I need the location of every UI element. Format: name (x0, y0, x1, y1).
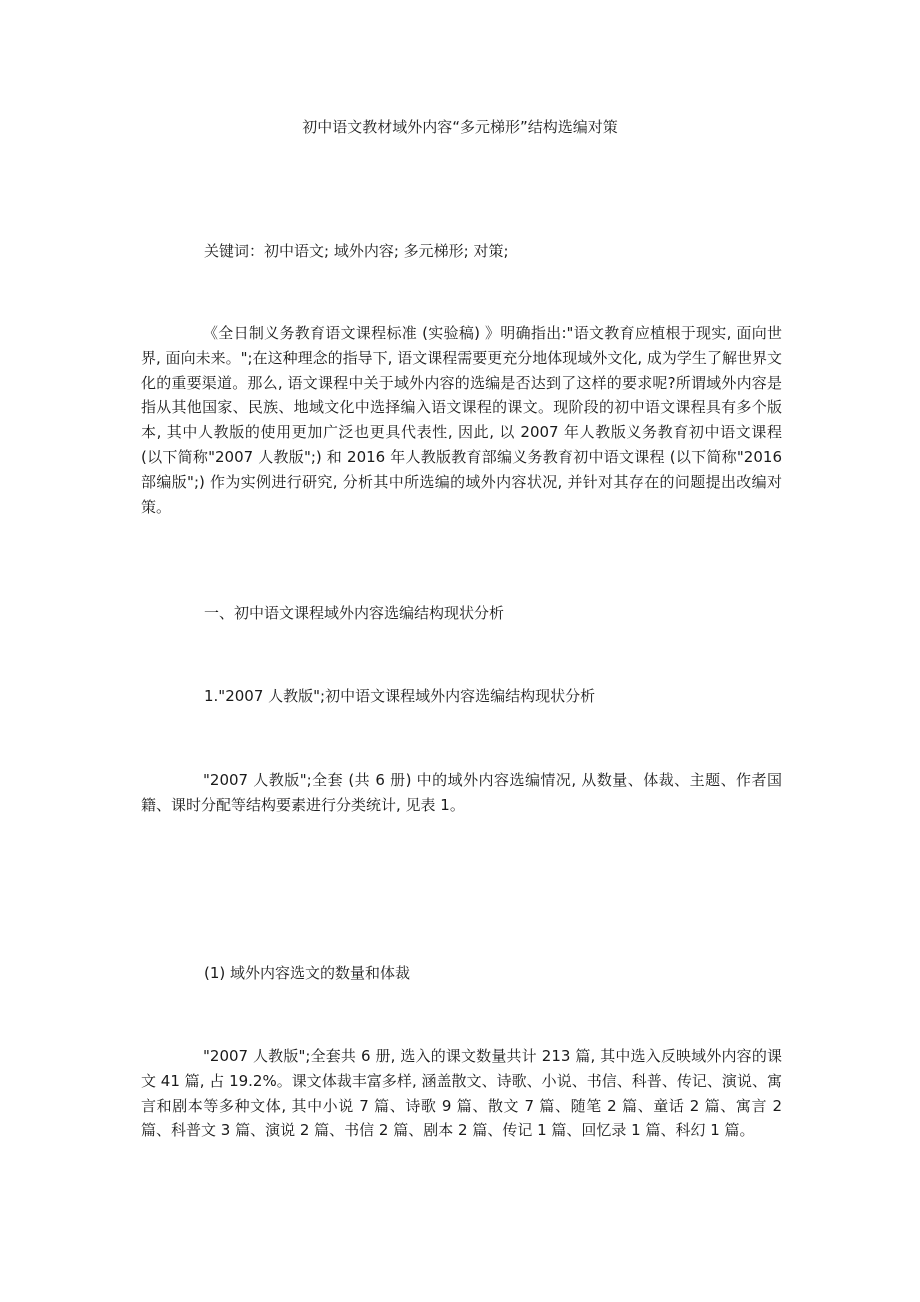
keywords-line: 关键词：初中语文; 域外内容; 多元梯形; 对策; (204, 242, 509, 260)
intro-paragraph: 《全日制义务教育语文课程标准 (实验稿) 》明确指出:"语文教育应植根于现实, 面向世界, 面向未来。";在这种理念的指导下, 语文课程需要更充分地体现域外文化, 成为学生了解世界文化的重要渠道。那么, 语文课程中关于域外内容的选编是否达到了这样的要求呢?所谓域外内容是指从其他国家、民族、地域文化中选择编入语文课程的课文。现阶段的初中语文课程具有多个版本, 其中人教版的使用更加广泛也更具代表性, 因此, 以 2007 年人教版义务教育初中语文课程 (以下简称"2007 人教版";) 和 2016 年人教版教育部编义务教育初中语文课程 (以下简称"2016 部编版";) 作为实例进行研究, 分析其中所选编的域外内容状况, 并针对其存在的问题提出改编对策。 (141, 324, 782, 516)
quantity-paragraph: "2007 人教版";全套共 6 册, 选入的课文数量共计 213 篇, 其中选入反映域外内容的课文 41 篇, 占 19.2%。课文体裁丰富多样, 涵盖散文、诗歌、小说、书信、科普、传记、演说、寓言和剧本等多种文体, 其中小说 7 篇、诗歌 9 篇、散文 7 篇、随笔 2 篇、童话 2 篇、寓言 2 篇、科普文 3 篇、演说 2 篇、书信 2 篇、剧本 2 篇、传记 1 篇、回忆录 1 篇、科幻 1 篇。 (141, 1047, 782, 1140)
sub-subsection-heading: (1) 域外内容选文的数量和体裁 (204, 964, 411, 982)
document-title: 初中语文教材域外内容“多元梯形”结构选编对策 (302, 118, 618, 136)
subsection-heading: 1."2007 人教版";初中语文课程域外内容选编结构现状分析 (204, 687, 596, 705)
section-heading: 一、初中语文课程域外内容选编结构现状分析 (204, 604, 505, 622)
subsection-paragraph: "2007 人教版";全套 (共 6 册) 中的域外内容选编情况, 从数量、体裁、主题、作者国籍、课时分配等结构要素进行分类统计, 见表 1。 (141, 771, 782, 814)
